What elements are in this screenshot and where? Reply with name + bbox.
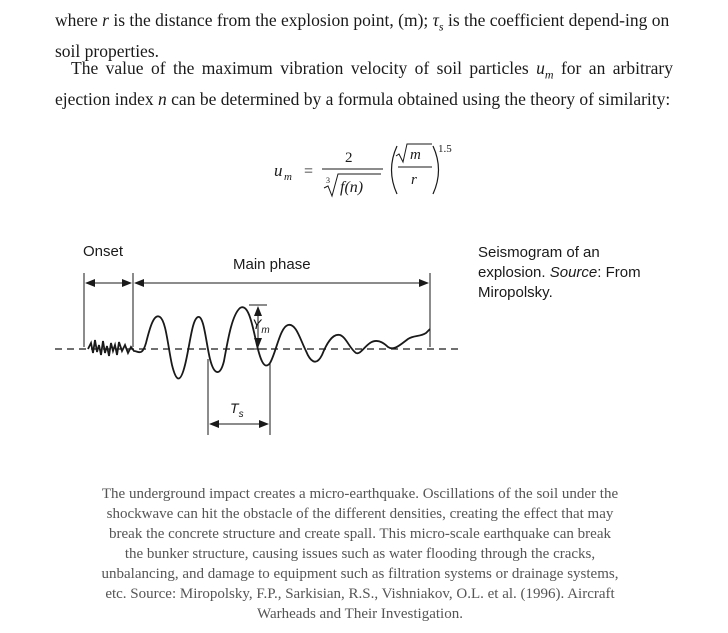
subscript-m: m (544, 67, 554, 82)
caption-text: Seismogram of an explosion. (478, 244, 600, 281)
variable-u: u (536, 58, 545, 78)
text-run: The value of the maximum vibration velocity of soil particles (71, 58, 537, 78)
formula-exponent: 1.5 (438, 143, 452, 155)
ts-label (230, 400, 244, 420)
main-phase-label: Main phase (233, 256, 311, 273)
text-run: is the coefficient depend-ing on soil properties. (55, 10, 670, 61)
root-index: 3 (326, 176, 330, 185)
subscript-s: s (438, 19, 444, 34)
ts-subscript: s (238, 408, 244, 420)
variable-n: n (158, 88, 167, 109)
ts-letter: T (230, 400, 239, 416)
onset-label: Onset (83, 243, 124, 260)
formula-inner-denominator: r (411, 172, 417, 188)
paragraph-formula-intro (55, 56, 673, 111)
caption-text: : From Miropolsky. (478, 264, 641, 301)
variable-tau: τ (432, 10, 439, 30)
variable-r: r (102, 10, 109, 30)
ym-letter: Y (252, 316, 262, 332)
text-run: where (55, 10, 103, 30)
formula-lhs-subscript: m (284, 171, 292, 183)
text-run: is the distance from the explosion point, (m); (108, 10, 433, 30)
left-paren (392, 146, 398, 194)
caption-source-word: Source (549, 264, 598, 281)
formula-numerator: 2 (345, 150, 353, 166)
formula-inner-numerator: m (410, 147, 421, 163)
formula-denominator: f(n) (340, 179, 364, 196)
text-run: can be determined by a formula obtained using the theory of similarity: (166, 88, 671, 109)
ym-label (252, 316, 270, 336)
image-caption: The underground impact creates a micro-earthquake. Oscillations of the soil under the shockwave can hit the obstacle of the different densities, creating the effect that may break the concrete structure and create spall. This micro-scale earthquake can break the bunker structure, causing issues such as water flooding through the cracks, unbalancing, and damage to equipment such as filtration systems or drainage systems, etc. Source: Miropolsky, F.P., Sarkisian, R.S., Vishniakov, O.L. et al. (1996). Aircraft Warheads and Their Investigation. (101, 486, 619, 622)
figure-caption (478, 243, 668, 303)
ym-subscript: m (261, 324, 270, 336)
text-run: for an arbitrary ejection index (55, 58, 673, 109)
paragraph-definitions (55, 8, 673, 63)
formula-lhs: u (274, 161, 283, 180)
formula-equals: = (304, 163, 314, 180)
velocity-formula (260, 140, 470, 202)
